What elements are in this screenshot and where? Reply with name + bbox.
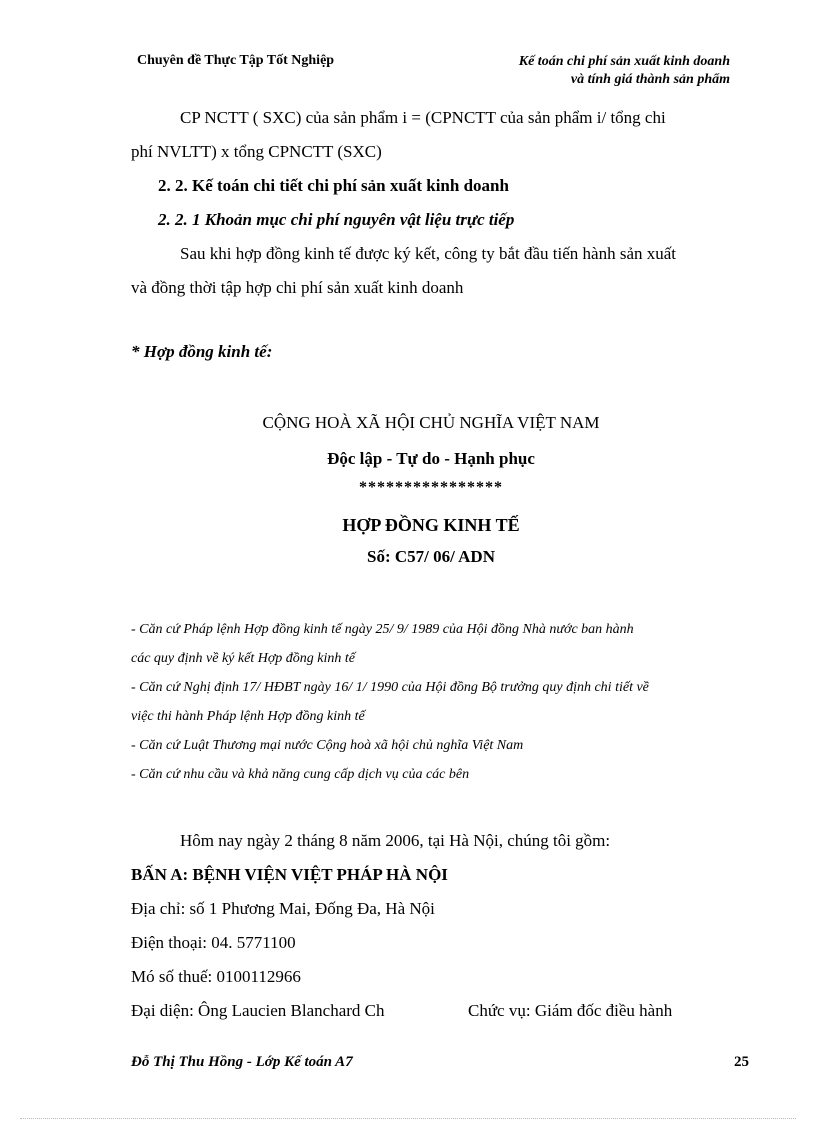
contract-heading	[131, 410, 731, 570]
party-a-address: Địa chỉ: số 1 Phương Mai, Đống Đa, Hà Nội	[131, 899, 435, 918]
legal-basis-line: - Căn cứ Nghị định 17/ HĐBT ngày 16/ 1/ 1990 của Hội đồng Bộ trưởng quy định chi tiết về	[131, 680, 649, 695]
party-a-tax-code: Mó số thuế: 0100112966	[131, 967, 301, 986]
star-divider: ****************	[359, 479, 503, 496]
party-a-block	[131, 824, 735, 1028]
heading-2-2: 2. 2. Kế toán chi tiết chi phí sản xuất kinh doanh	[158, 176, 509, 195]
body-text	[131, 101, 731, 305]
party-a-name: BẤN A: BỆNH VIỆN VIỆT PHÁP HÀ NỘI	[131, 865, 448, 884]
page-number: 25	[734, 1054, 749, 1070]
party-a-representative: Đại diện: Ông Laucien Blanchard Ch	[131, 1001, 385, 1020]
legal-basis-line: - Căn cứ Luật Thương mại nước Cộng hoà xã hội chủ nghĩa Việt Nam	[131, 738, 524, 753]
contract-title: HỢP ĐỒNG KINH TẾ	[342, 515, 520, 535]
heading-2-2-1: 2. 2. 1 Khoản mục chi phí nguyên vật liệu trực tiếp	[158, 210, 515, 229]
contract-intro: Hôm nay ngày 2 tháng 8 năm 2006, tại Hà Nội, chúng tôi gồm:	[180, 831, 611, 850]
national-motto: Độc lập - Tự do - Hạnh phục	[327, 449, 535, 468]
legal-basis-line: việc thi hành Pháp lệnh Hợp đồng kinh tế	[131, 709, 365, 724]
formula-line-1: CP NCTT ( SXC) của sản phẩm i = (CPNCTT của sản phẩm i/ tổng chi	[180, 108, 666, 127]
paragraph-line-1: Sau khi hợp đồng kinh tế được ký kết, công ty bắt đầu tiến hành sản xuất	[180, 244, 677, 263]
nation-name: CỘNG HOÀ XÃ HỘI CHỦ NGHĨA VIỆT NAM	[262, 413, 600, 432]
party-a-representative-row	[131, 994, 735, 1028]
legal-basis-line: - Căn cứ nhu cầu và khả năng cung cấp dịch vụ của các bên	[131, 767, 470, 782]
footer-divider	[20, 1118, 796, 1119]
formula-line-2: phí NVLTT) x tổng CPNCTT (SXC)	[131, 142, 382, 161]
legal-basis-line: - Căn cứ Pháp lệnh Hợp đồng kinh tế ngày 25/ 9/ 1989 của Hội đồng Nhà nước ban hành	[131, 622, 634, 637]
section-title: * Hợp đồng kinh tế:	[131, 342, 273, 361]
footer-author: Đỗ Thị Thu Hồng - Lớp Kế toán A7	[131, 1054, 353, 1070]
header-left-title: Chuyên đề Thực Tập Tốt Nghiệp	[137, 53, 335, 68]
party-a-position: Chức vụ: Giám đốc điều hành	[468, 1001, 673, 1020]
header-right-title	[430, 53, 730, 89]
paragraph-line-2: và đồng thời tập hợp chi phí sản xuất kinh doanh	[131, 278, 464, 297]
header-right-line-2: và tính giá thành sản phẩm	[570, 72, 730, 87]
header-right-line-1: Kế toán chi phí sản xuất kinh doanh	[518, 54, 730, 69]
party-a-phone: Điện thoại: 04. 5771100	[131, 933, 296, 952]
legal-basis-line: các quy định về ký kết Hợp đồng kinh tế	[131, 651, 355, 666]
legal-bases	[131, 615, 735, 789]
contract-number: Số: C57/ 06/ ADN	[367, 547, 495, 566]
